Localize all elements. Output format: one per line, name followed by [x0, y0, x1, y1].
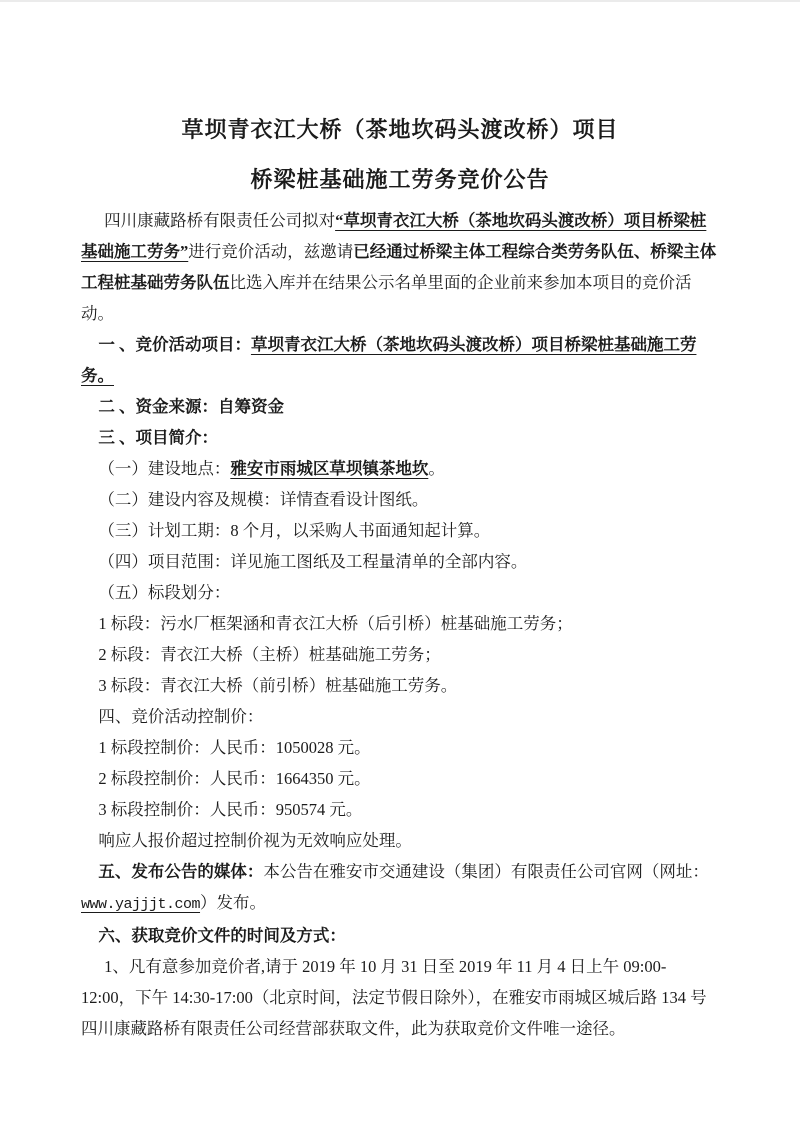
lot-3-control-price: 3 标段控制价：人民币：950574 元。 [98, 800, 363, 819]
intro-project-name: “草坝青衣江大桥（茶地坎码头渡改桥）项目桥梁桩基础施工劳务” [81, 211, 707, 261]
section-5-text-before-url: 本公告在雅安市交通建设（集团）有限责任公司官网（网址： [263, 862, 709, 881]
intro-mid-text: 进行竞价活动，兹邀请 [188, 242, 354, 261]
document-body [81, 205, 719, 1044]
section-3-item-range: （四）项目范围：详见施工图纸及工程量清单的全部内容。 [98, 552, 528, 571]
section-3-item-lots-heading: （五）标段划分： [98, 583, 231, 602]
lot-2-control-price: 2 标段控制价：人民币：1664350 元。 [98, 769, 371, 788]
section-4-heading: 四、竞价活动控制价： [98, 707, 264, 726]
lot-1-description: 1 标段：污水厂框架涵和青衣江大桥（后引桥）桩基础施工劳务； [98, 614, 573, 633]
document-title-line2: 桥梁桩基础施工劳务竞价公告 [250, 167, 550, 192]
section-5-media [81, 856, 719, 920]
section-5-text-after-url: ）发布。 [200, 893, 267, 912]
intro-qualified-teams: 已经通过桥梁主体工程综合类劳务队伍、桥梁主体工程桩基础劳务队伍 [81, 242, 717, 292]
website-link[interactable]: www.yajjjt.com [81, 896, 201, 913]
lot-3-description: 3 标段：青衣江大桥（前引桥）桩基础施工劳务。 [98, 676, 458, 695]
section-1-label: 一 、竞价活动项目： [98, 335, 251, 354]
section-2-funding-source: 二 、资金来源：自筹资金 [98, 397, 284, 416]
section-3-item-scope: （二）建设内容及规模：详情查看设计图纸。 [98, 490, 429, 509]
section-3-heading: 三 、项目简介： [98, 428, 218, 447]
intro-paragraph [81, 205, 719, 329]
intro-tail-text: 比选入库并在结果公示名单里面的企业前来参加本项目的竞价活动。 [81, 273, 692, 323]
document-title [81, 105, 719, 205]
lot-1-control-price: 1 标段控制价：人民币：1050028 元。 [98, 738, 371, 757]
location-value: 雅安市雨城区草坝镇茶地坎 [230, 459, 429, 478]
section-6-paragraph: 1、凡有意参加竞价者,请于 2019 年 10 月 31 日至 2019 年 11 月 4 日上午 09:00-12:00，下午 14:30-17:00（北京时间，法定节假日除外），在雅安市雨城区城后路 134 号四川康藏路桥有限责任公司经营部获取文件，此为获取竞价文件唯一途径。 [81, 957, 707, 1038]
section-1-bid-project [81, 329, 719, 391]
section-3-item-location [81, 453, 719, 484]
section-6-heading: 六、获取竞价文件的时间及方式： [98, 926, 346, 945]
intro-lead-text: 四川康藏路桥有限责任公司拟对 [104, 211, 336, 230]
location-period: 。 [428, 459, 445, 478]
control-price-note: 响应人报价超过控制价视为无效响应处理。 [98, 831, 412, 850]
section-3-item-schedule: （三）计划工期：8 个月，以采购人书面通知起计算。 [98, 521, 491, 540]
lot-2-description: 2 标段：青衣江大桥（主桥）桩基础施工劳务； [98, 645, 441, 664]
section-1-project-name: 草坝青衣江大桥（茶地坎码头渡改桥）项目桥梁桩基础施工劳务。 [81, 335, 697, 385]
location-label: （一）建设地点： [98, 459, 231, 478]
document-title-line1: 草坝青衣江大桥（茶地坎码头渡改桥）项目 [181, 117, 619, 142]
section-5-label: 五、发布公告的媒体： [98, 862, 264, 881]
